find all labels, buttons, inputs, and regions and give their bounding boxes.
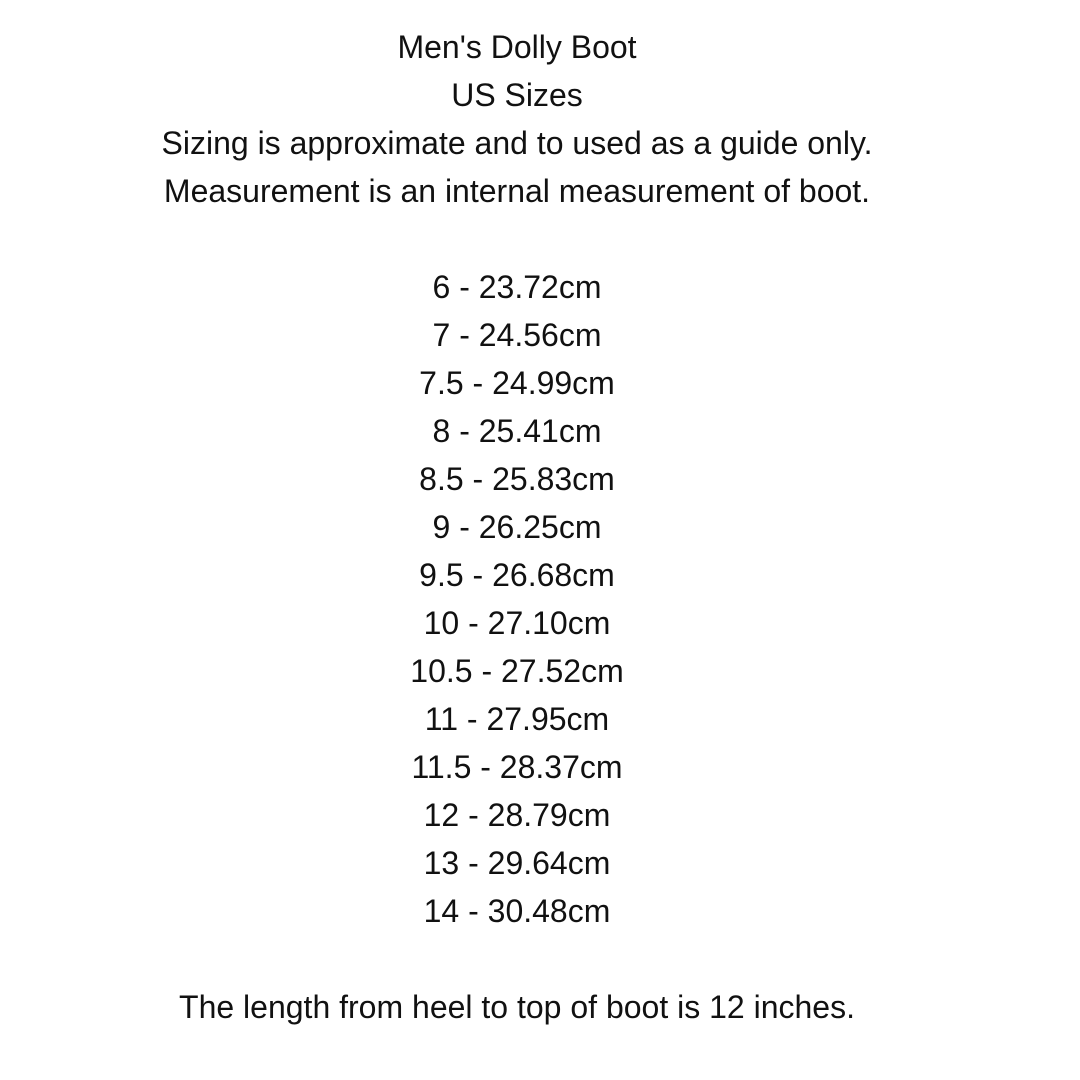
size-row: 8.5 - 25.83cm	[419, 461, 615, 497]
size-row: 7.5 - 24.99cm	[419, 365, 615, 401]
size-row: 14 - 30.48cm	[423, 893, 611, 929]
size-row: 8 - 25.41cm	[432, 413, 602, 449]
size-row: 10 - 27.10cm	[423, 605, 611, 641]
blank-line	[0, 215, 1034, 263]
size-row: 9.5 - 26.68cm	[419, 557, 615, 593]
size-row: 12 - 28.79cm	[423, 797, 611, 833]
size-row: 11 - 27.95cm	[424, 701, 610, 737]
size-row: 7 - 24.56cm	[432, 317, 602, 353]
size-chart-content	[0, 23, 1034, 1031]
size-row: 6 - 23.72cm	[432, 269, 602, 305]
measurement-note: Measurement is an internal measurement of boot.	[163, 173, 871, 209]
size-list	[0, 263, 1034, 935]
page-subtitle: US Sizes	[451, 77, 583, 113]
blank-line	[0, 935, 1034, 983]
size-row: 9 - 26.25cm	[432, 509, 602, 545]
page-title: Men's Dolly Boot	[397, 29, 637, 65]
size-row: 13 - 29.64cm	[423, 845, 611, 881]
size-row: 11.5 - 28.37cm	[411, 749, 623, 785]
sizing-disclaimer: Sizing is approximate and to used as a guide only.	[161, 125, 873, 161]
size-row: 10.5 - 27.52cm	[410, 653, 624, 689]
boot-height-note: The length from heel to top of boot is 12 inches.	[179, 989, 855, 1025]
